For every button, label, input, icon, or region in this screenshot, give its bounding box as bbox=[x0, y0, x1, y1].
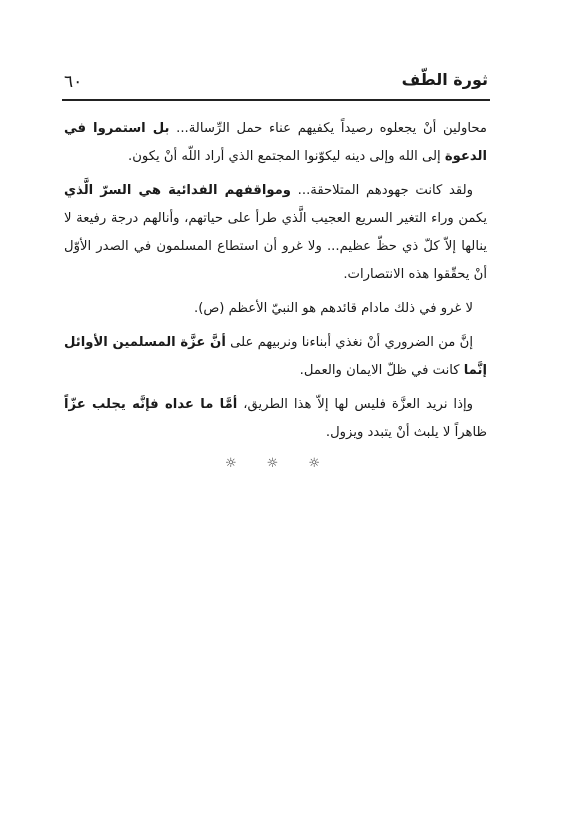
paragraph-2 bbox=[64, 177, 487, 289]
paragraph-5 bbox=[64, 391, 487, 447]
separator-star-icon: ☼ bbox=[225, 456, 255, 471]
paragraph-3 bbox=[64, 295, 487, 323]
paragraph-4-tail: كانت في ظلّ الايمان والعمل. bbox=[299, 363, 464, 378]
paragraph-5-text: وإذا نريد العزَّة فليس لها إلاّ هذا الطريق، bbox=[237, 397, 473, 412]
paragraph-4 bbox=[64, 329, 487, 385]
paragraph-4-bold: أنَّ عزَّة المسلمين الأوائل إنَّما bbox=[64, 335, 487, 378]
body-text bbox=[64, 115, 487, 453]
paragraph-1-text: محاولين أنْ يجعلوه رصيداً يكفيهم عناء حمل الرِّسالة... bbox=[169, 121, 487, 136]
paragraph-2-text: ولقد كانت جهودهم المتلاحقة... bbox=[290, 183, 473, 198]
header-rule bbox=[62, 99, 490, 101]
paragraph-1-tail: إلى الله وإلى دينه ليكوّنوا المجتمع الذي أراد اللّه أنْ يكون. bbox=[128, 149, 445, 164]
section-separator bbox=[0, 456, 563, 471]
separator-star-icon: ☼ bbox=[266, 456, 297, 471]
page-number: ٦٠ bbox=[64, 72, 83, 92]
paragraph-3-text: لا غرو في ذلك مادام قائدهم هو النبيّ الأعظم (ص). bbox=[194, 301, 473, 316]
paragraph-2-bold: ومواقفهم الفدائية هي السرّ الَّذي bbox=[64, 183, 291, 198]
paragraph-2-tail: يكمن وراء التغير السريع العجيب الَّذي طرأ على حياتهم، وأنالهم درجة رفيعة لا ينالها إلاّ كلّ ذي حظّ عظيم... ولا غرو أن استطاع المسلمون في الصدر الأوّل أنْ يحقّقوا هذه الانتصارات. bbox=[64, 211, 487, 282]
paragraph-1-bold: بل استمروا في الدعوة bbox=[64, 121, 487, 164]
page-header bbox=[62, 68, 490, 96]
paragraph-4-text: إنَّ من الضروري أنْ نغذي أبناءنا ونربيهم على bbox=[225, 335, 473, 350]
paragraph-5-tail: ظاهراً لا يلبث أنْ يتبدد ويزول. bbox=[325, 425, 487, 440]
paragraph-1 bbox=[64, 115, 487, 171]
paragraph-5-bold: أمَّا ما عداه فإنَّه يجلب عزّاً bbox=[64, 397, 238, 412]
running-title: ثورة الطّف bbox=[401, 70, 488, 89]
separator-star-icon: ☼ bbox=[308, 456, 338, 471]
